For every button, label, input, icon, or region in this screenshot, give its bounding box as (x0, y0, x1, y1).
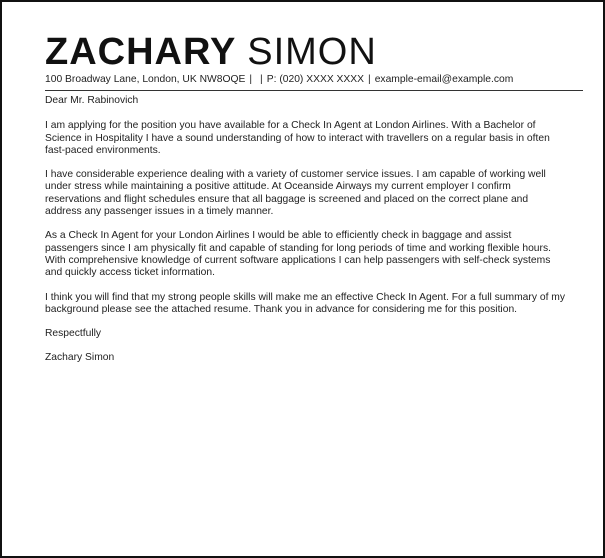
paragraph-3: As a Check In Agent for your London Airlines I would be able to efficiently check in baggage and assist passengers since I am physically fit and capable of standing for long periods of time and working flexible hours. With comprehensive knowledge of current software applications I can help passengers with self-check systems and quickly access ticket information. (45, 230, 551, 279)
salutation: Dear Mr. Rabinovich (45, 95, 139, 106)
paragraph-4: I think you will find that my strong people skills will make me an effective Check In Agent. For a full summary of my background please see the attached resume. Thank you in advance for considering me for this position. (45, 291, 566, 315)
separator: | (260, 74, 263, 85)
email: example-email@example.com (374, 74, 514, 85)
separator: | (368, 74, 371, 85)
paragraph-1: I am applying for the position you have available for a Check In Agent at London Airlines. With a Bachelor of Science in Hospitality I have a sound understanding of how to interact with travellers on a regular basis in often fast-paced environments. (45, 120, 550, 156)
paragraph-2: I have considerable experience dealing with a variety of customer service issues. I am capable of working well under stress while maintaining a positive attitude. At Oceanside Airways my current employer I confirm reservations and flight schedules ensure that all baggage is screened and placed on the correct plane and address any passenger issues in a timely manner. (45, 169, 546, 218)
contact-line (45, 72, 583, 91)
closing: Respectfully (45, 328, 102, 340)
letter-body (45, 95, 565, 377)
phone: (020) XXXX XXXX (279, 74, 365, 85)
phone-label: P: (266, 74, 280, 85)
address: 100 Broadway Lane, London, UK NW8OQE (45, 74, 246, 85)
applicant-name (45, 32, 583, 72)
signature: Zachary Simon (45, 352, 115, 364)
letter-header (45, 32, 583, 91)
first-name: ZACHARY (45, 31, 236, 73)
last-name: SIMON (247, 31, 377, 73)
separator: | (249, 74, 253, 85)
